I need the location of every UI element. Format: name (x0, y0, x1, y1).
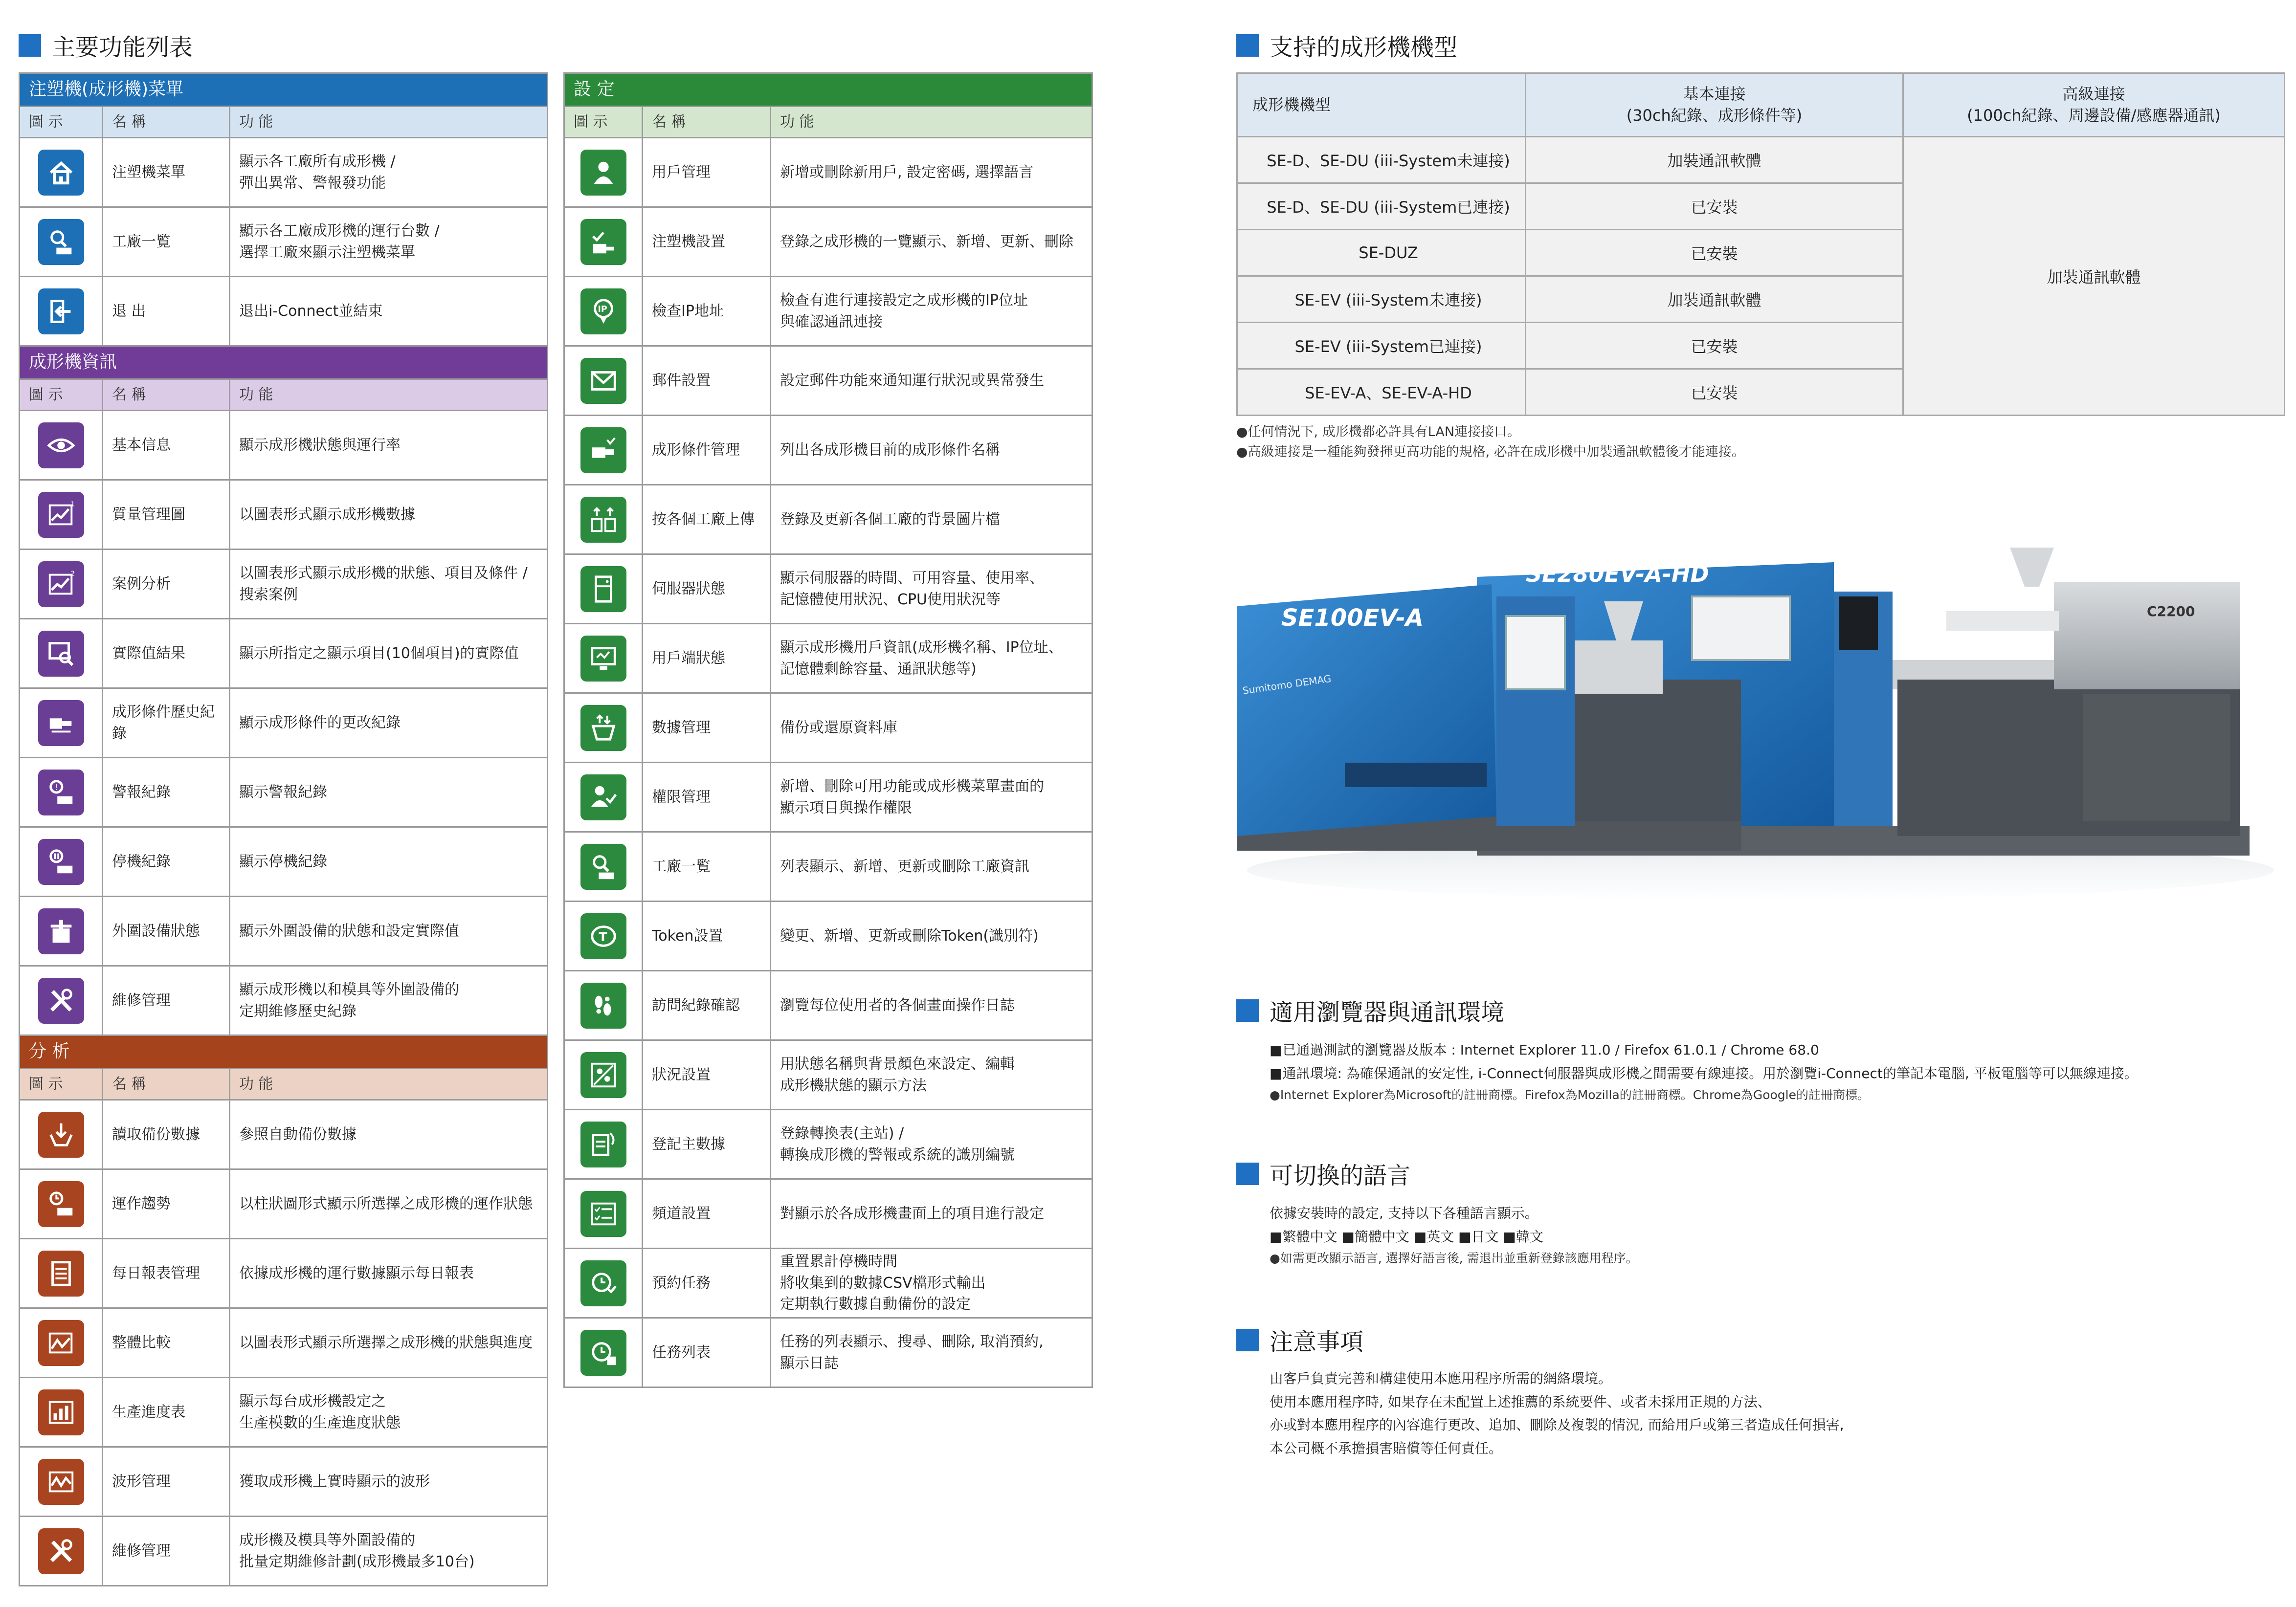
condition-icon (580, 427, 626, 473)
function-name: 工廠一覧 (103, 207, 230, 277)
function-name: 用戶管理 (643, 138, 771, 207)
factory-list-icon (580, 844, 626, 890)
column-header-row (564, 107, 1092, 138)
main-functions-title: 主要功能列表 (19, 28, 193, 62)
function-icon-cell (20, 1517, 103, 1586)
function-description (230, 1100, 548, 1169)
function-description (230, 1517, 548, 1586)
ip-icon (580, 288, 626, 334)
task-list-icon (580, 1330, 626, 1376)
function-icon-cell (20, 827, 103, 897)
function-row (20, 758, 548, 827)
progress-chart-icon (38, 1389, 84, 1435)
column-header-func: 功 能 (230, 379, 548, 411)
function-name: 郵件設置 (643, 346, 771, 416)
function-description (230, 207, 548, 277)
function-description (771, 416, 1092, 485)
function-row (20, 688, 548, 758)
svg-text:2: 2 (70, 570, 75, 578)
operation-trend-icon (38, 1181, 84, 1227)
function-row (564, 832, 1092, 902)
function-name: 案例分析 (103, 550, 230, 619)
function-description-line: 列表顯示、新增、更新或刪除工廠資訊 (780, 858, 1029, 875)
function-icon-cell (20, 688, 103, 758)
function-row (564, 971, 1092, 1040)
function-description-line: 顯示各工廠所有成形機 / (239, 153, 396, 170)
function-icon-cell (564, 971, 643, 1040)
function-description-line: 批量定期維修計劃(成形機最多10台) (239, 1553, 475, 1570)
front-machine-label: SE100EV-A (1281, 604, 1424, 632)
function-name: 按各個工廠上傳 (643, 485, 771, 554)
machine-setting-icon (580, 219, 626, 265)
column-header-func: 功 能 (771, 107, 1092, 138)
function-description (230, 758, 548, 827)
function-row (564, 1179, 1092, 1249)
title-square-icon (1236, 999, 1259, 1022)
title-square-icon (1236, 1163, 1259, 1185)
function-description (771, 346, 1092, 416)
function-name: 波形管理 (103, 1447, 230, 1517)
function-row (564, 346, 1092, 416)
function-icon-cell (564, 1318, 643, 1387)
advanced-merged-cell: 加裝通訊軟體 (1903, 137, 2285, 416)
function-row (564, 207, 1092, 277)
function-description (771, 1179, 1092, 1249)
function-icon-cell (564, 277, 643, 346)
function-row (564, 1110, 1092, 1179)
function-description (771, 624, 1092, 693)
upload-icon (580, 497, 626, 543)
model-row: SE-EV-A、SE-EV-A-HD 已安裝 (1237, 369, 2285, 416)
model-row: SE-EV (iii-System未連接) 加裝通訊軟體 (1237, 276, 2285, 323)
function-name: 生產進度表 (103, 1378, 230, 1447)
function-description-line: 用狀態名稱與背景顏色來設定、編輯 (780, 1056, 1015, 1073)
function-name: 預約任務 (643, 1249, 771, 1318)
function-description (771, 832, 1092, 902)
function-row (20, 1378, 548, 1447)
function-description-line: 顯示成形機以和模具等外圍設備的 (239, 981, 459, 998)
function-description-line: 顯示外圍設備的狀態和設定實際值 (239, 922, 459, 940)
function-description-line: 獲取成形機上實時顯示的波形 (239, 1473, 430, 1490)
function-icon-cell (564, 693, 643, 763)
function-name: 成形條件管理 (643, 416, 771, 485)
browser-text: ■已通過測試的瀏覽器及版本 : Internet Explorer 11.0 / Firefox 61.0.1 / Chrome 68.0 ■通訊環境: 為確保通訊的安定性, i-Connect伺服器與成形機之間需要有線連接。用於瀏覽i-Connect的筆記本電腦, 平板電腦等可以無線連接。 ●Internet Explorer為Microsoft的註冊商標。Firefox為Mozilla的註冊商標。Chrome為Google的註冊商標。 (1270, 1042, 2138, 1102)
permission-icon (580, 774, 626, 820)
function-row (20, 1447, 548, 1517)
monitor-search-icon (38, 631, 84, 677)
function-description-line: 以圖表形式顯示成形機的狀態、項目及條件 / (239, 565, 528, 582)
caution-text: 由客戶負責完善和構建使用本應用程序所需的網絡環境。 使用本應用程序時, 如果存在未配置上述推薦的系統要件、或者未採用正規的方法、 亦或對本應用程序的內容進行更改、追加、刪除及複製的情況, 而給用戶或第三者造成任何損害, 本公司概不承擔損害賠償等任何責任。 (1270, 1370, 1844, 1456)
injection-machines-photo (1223, 533, 2289, 904)
column-header-name: 名 稱 (643, 107, 771, 138)
mail-icon (580, 358, 626, 404)
function-description-line: 彈出異常、警報發功能 (239, 174, 386, 192)
function-row (564, 554, 1092, 624)
function-description-line: 依據成形機的運行數據顯示每日報表 (239, 1264, 474, 1282)
daily-report-icon (38, 1251, 84, 1297)
data-icon (580, 705, 626, 751)
function-description (230, 1239, 548, 1308)
function-description (230, 1308, 548, 1378)
function-description-line: 任務的列表顯示、搜尋、刪除, 取消預約, (780, 1333, 1044, 1350)
function-row (20, 1517, 548, 1586)
master-data-icon (580, 1122, 626, 1167)
function-description (230, 1447, 548, 1517)
column-header-func: 功 能 (230, 107, 548, 138)
title-square-icon (1236, 34, 1259, 57)
function-name: 讀取備份數據 (103, 1100, 230, 1169)
function-description (771, 1040, 1092, 1110)
function-table-settings (563, 72, 1093, 1388)
function-name: 維修管理 (103, 1517, 230, 1586)
function-row (20, 1308, 548, 1378)
function-row (20, 1169, 548, 1239)
function-description-line: 參照自動備份數據 (239, 1125, 357, 1143)
function-row (564, 1040, 1092, 1110)
compare-icon (38, 1320, 84, 1366)
function-row (564, 624, 1092, 693)
function-name: 狀況設置 (643, 1040, 771, 1110)
function-icon-cell (20, 138, 103, 207)
function-icon-cell (20, 619, 103, 688)
function-icon-cell (564, 554, 643, 624)
models-header-row (1237, 73, 2285, 137)
function-description-line: 記憶體使用狀況、CPU使用狀況等 (780, 591, 1001, 608)
function-description-line: 將收集到的數據CSV檔形式輸出 (780, 1274, 986, 1292)
function-description-line: 登錄之成形機的一覽顯示、新增、更新、刪除 (780, 233, 1073, 250)
function-row (564, 1249, 1092, 1318)
maintenance-icon (38, 978, 84, 1024)
function-description-line: 選擇工廠來顯示注塑機菜單 (239, 243, 415, 261)
function-description (771, 693, 1092, 763)
function-name: 維修管理 (103, 966, 230, 1035)
brand-label: Sumitomo DEMAG (1242, 672, 1332, 697)
function-description-line: 轉換成形機的警報或系統的識別編號 (780, 1146, 1015, 1164)
chart-2-icon (38, 561, 84, 607)
function-row (20, 897, 548, 966)
model-row: SE-D、SE-DU (iii-System未連接) 加裝通訊軟體 加裝通訊軟體 (1237, 137, 2285, 183)
function-description (771, 207, 1092, 277)
stop-record-icon (38, 839, 84, 885)
models-header-model: 成形機機型 (1237, 73, 1526, 137)
browser-title: 適用瀏覽器與通訊環境 (1236, 993, 1504, 1027)
function-description (230, 277, 548, 346)
model-row: SE-D、SE-DU (iii-System已連接) 已安裝 (1237, 183, 2285, 230)
function-description (230, 619, 548, 688)
function-description-line: 設定郵件功能來通知運行狀況或異常發生 (780, 372, 1044, 389)
function-description (230, 550, 548, 619)
function-name: 退 出 (103, 277, 230, 346)
function-description-line: 新增或刪除新用戶, 設定密碼, 選擇語言 (780, 163, 1034, 181)
column-header-icon: 圖 示 (20, 379, 103, 411)
function-name: 注塑機設置 (643, 207, 771, 277)
function-description-line: 登錄轉換表(主站) / (780, 1125, 904, 1142)
function-name: 檢查IP地址 (643, 277, 771, 346)
model-row: SE-EV (iii-System已連接) 已安裝 (1237, 323, 2285, 369)
function-row (564, 138, 1092, 207)
function-description-line: 定期維修歷史紀錄 (239, 1002, 357, 1020)
function-row (20, 277, 548, 346)
function-description-line: 顯示每台成形機設定之 (239, 1393, 386, 1410)
function-description-line: 以圖表形式顯示所選擇之成形機的狀態與進度 (239, 1334, 533, 1351)
function-description (230, 411, 548, 480)
status-setting-icon (580, 1052, 626, 1098)
function-icon-cell (20, 1378, 103, 1447)
function-icon-cell (564, 763, 643, 832)
function-name: 權限管理 (643, 763, 771, 832)
section-title: 成形機資訊 (20, 346, 548, 379)
function-description (230, 1169, 548, 1239)
function-name: 數據管理 (643, 693, 771, 763)
channel-icon (580, 1191, 626, 1237)
function-description (771, 554, 1092, 624)
function-name: 警報紀錄 (103, 758, 230, 827)
chart-1-icon (38, 492, 84, 538)
function-icon-cell (20, 1308, 103, 1378)
function-description-line: 以圖表形式顯示成形機數據 (239, 506, 415, 523)
exit-icon (38, 288, 84, 334)
function-description (771, 1110, 1092, 1179)
function-icon-cell (564, 1249, 643, 1318)
column-header-icon: 圖 示 (20, 107, 103, 138)
function-icon-cell (564, 624, 643, 693)
section-bar (20, 1035, 548, 1069)
function-description (230, 138, 548, 207)
function-description-line: 備份或還原資料庫 (780, 719, 897, 736)
function-name: 整體比較 (103, 1308, 230, 1378)
title-square-icon (1236, 1329, 1259, 1351)
function-name: 基本信息 (103, 411, 230, 480)
function-name: 質量管理圖 (103, 480, 230, 550)
model-row: SE-DUZ 已安裝 (1237, 230, 2285, 276)
section-bar (564, 73, 1092, 107)
schedule-icon (580, 1260, 626, 1306)
function-row (564, 485, 1092, 554)
function-icon-cell (564, 138, 643, 207)
section-bar (20, 73, 548, 107)
function-description (771, 485, 1092, 554)
maintenance-icon (38, 1528, 84, 1574)
function-description (230, 480, 548, 550)
function-description-line: 顯示項目與操作權限 (780, 799, 912, 816)
token-icon (580, 913, 626, 959)
function-description-line: 顯示伺服器的時間、可用容量、使用率、 (780, 570, 1044, 587)
models-header-basic: 基本連接 (30ch紀錄、成形條件等) (1526, 73, 1903, 137)
function-description-line: 顯示警報紀錄 (239, 783, 327, 801)
column-header-icon: 圖 示 (564, 107, 643, 138)
function-description-line: 重置累計停機時間 (780, 1253, 897, 1271)
function-row (564, 1318, 1092, 1387)
function-icon-cell (20, 550, 103, 619)
home-icon (38, 150, 84, 196)
title-square-icon (19, 34, 41, 57)
section-title: 注塑機(成形機)菜單 (20, 73, 548, 107)
svg-text:T: T (598, 929, 607, 944)
condition-history-icon (38, 700, 84, 746)
function-name: 實際值結果 (103, 619, 230, 688)
function-row (20, 480, 548, 550)
function-icon-cell (564, 485, 643, 554)
models-notes: ●任何情況下, 成形機都必許具有LAN連接接口。 ●高級連接是一種能夠發揮更高功能的規格, 必許在成形機中加裝通訊軟體後才能連接。 (1236, 424, 1745, 460)
function-description (771, 138, 1092, 207)
function-description-line: 列出各成形機目前的成形條件名稱 (780, 441, 1000, 459)
function-description-line: 成形機狀態的顯示方法 (780, 1077, 927, 1094)
function-description-line: 對顯示於各成形機畫面上的項目進行設定 (780, 1205, 1044, 1222)
section-bar (20, 346, 548, 379)
function-row (564, 277, 1092, 346)
function-icon-cell (564, 1179, 643, 1249)
column-header-func: 功 能 (230, 1069, 548, 1100)
function-description-line: 退出i-Connect並結束 (239, 302, 383, 320)
function-name: 每日報表管理 (103, 1239, 230, 1308)
unit-label: C2200 (2147, 603, 2195, 619)
function-description-line: 顯示日誌 (780, 1354, 839, 1372)
function-description-line: 以柱狀圖形式顯示所選擇之成形機的運作狀態 (239, 1195, 533, 1212)
svg-text:1: 1 (70, 500, 75, 508)
function-description-line: 顯示成形機用戶資訊(成形機名稱、IP位址、 (780, 639, 1063, 656)
function-description-line: 定期執行數據自動備份的設定 (780, 1296, 971, 1313)
function-description (230, 688, 548, 758)
function-row (20, 138, 548, 207)
function-name: 頻道設置 (643, 1179, 771, 1249)
function-name: 運作趨勢 (103, 1169, 230, 1239)
function-icon-cell (20, 966, 103, 1035)
function-icon-cell (564, 346, 643, 416)
function-icon-cell (20, 1447, 103, 1517)
function-icon-cell (20, 1100, 103, 1169)
function-icon-cell (564, 207, 643, 277)
eye-icon (38, 422, 84, 468)
function-description-line: 瀏覽每位使用者的各個畫面操作日誌 (780, 996, 1015, 1014)
function-description-line: 記憶體剩餘容量、通訊狀態等) (780, 660, 977, 678)
function-icon-cell (564, 902, 643, 971)
function-name: 成形條件歷史紀錄 (103, 688, 230, 758)
function-description-line: 顯示成形機狀態與運行率 (239, 436, 401, 454)
factory-search-icon (38, 219, 84, 265)
function-icon-cell (20, 897, 103, 966)
function-description-line: 顯示所指定之顯示項目(10個項目)的實際值 (239, 644, 519, 662)
language-title: 可切換的語言 (1236, 1157, 1410, 1190)
function-row (564, 902, 1092, 971)
footprint-icon (580, 983, 626, 1029)
user-icon (580, 150, 626, 196)
column-header-row (20, 379, 548, 411)
svg-text:!: ! (54, 782, 58, 792)
function-row (20, 1239, 548, 1308)
function-icon-cell (20, 411, 103, 480)
models-table (1236, 72, 2285, 416)
server-icon (580, 566, 626, 612)
function-description-line: 檢查有進行連接設定之成形機的IP位址 (780, 292, 1028, 309)
function-table-left (19, 72, 548, 1586)
function-description-line: 顯示成形條件的更改紀錄 (239, 714, 401, 731)
section-title: 設 定 (564, 73, 1092, 107)
alarm-record-icon (38, 770, 84, 815)
svg-text:IP: IP (597, 304, 607, 314)
client-icon (580, 636, 626, 682)
function-icon-cell (20, 207, 103, 277)
function-description-line: 與確認通訊連接 (780, 313, 883, 330)
function-description-line: 顯示停機紀錄 (239, 853, 327, 870)
function-row (564, 693, 1092, 763)
peripheral-icon (38, 908, 84, 954)
function-row (564, 763, 1092, 832)
function-name: 任務列表 (643, 1318, 771, 1387)
function-name: 外圍設備狀態 (103, 897, 230, 966)
function-icon-cell (564, 832, 643, 902)
function-description (230, 897, 548, 966)
function-description (771, 971, 1092, 1040)
models-title: 支持的成形機機型 (1236, 28, 1457, 62)
function-row (564, 416, 1092, 485)
backup-read-icon (38, 1112, 84, 1158)
column-header-name: 名 稱 (103, 379, 230, 411)
function-description-line: 登錄及更新各個工廠的背景圖片檔 (780, 510, 1000, 528)
function-description (230, 827, 548, 897)
function-name: 伺服器狀態 (643, 554, 771, 624)
function-row (20, 966, 548, 1035)
function-row (20, 619, 548, 688)
function-name: 工廠一覧 (643, 832, 771, 902)
function-icon-cell (20, 480, 103, 550)
function-icon-cell (564, 416, 643, 485)
column-header-name: 名 稱 (103, 107, 230, 138)
function-description (771, 1249, 1092, 1318)
function-description-line: 顯示各工廠成形機的運行台數 / (239, 222, 440, 240)
function-description-line: 變更、新增、更新或刪除Token(識別符) (780, 927, 1039, 945)
function-name: 訪問紀錄確認 (643, 971, 771, 1040)
language-text: 依據安裝時的設定, 支持以下各種語言顯示。 ■繁體中文 ■簡體中文 ■英文 ■日文 ■韓文 ●如需更改顯示語言, 選擇好語言後, 需退出並重新登錄該應用程序。 (1270, 1205, 1638, 1266)
function-icon-cell (20, 1239, 103, 1308)
back-machine-label: SE280EV-A-HD (1526, 561, 1709, 587)
function-icon-cell (564, 1110, 643, 1179)
function-row (20, 550, 548, 619)
function-description-line: 搜索案例 (239, 586, 298, 603)
function-icon-cell (20, 277, 103, 346)
function-description (771, 1318, 1092, 1387)
function-description (771, 277, 1092, 346)
function-name: 登記主數據 (643, 1110, 771, 1179)
function-icon-cell (564, 1040, 643, 1110)
function-description (230, 1378, 548, 1447)
function-icon-cell (20, 758, 103, 827)
function-description (771, 902, 1092, 971)
waveform-icon (38, 1459, 84, 1505)
column-header-row (20, 1069, 548, 1100)
function-description-line: 生產模數的生產進度狀態 (239, 1414, 401, 1431)
function-name: 注塑機菜單 (103, 138, 230, 207)
function-row (20, 827, 548, 897)
function-icon-cell (20, 1169, 103, 1239)
function-description-line: 成形機及模具等外圍設備的 (239, 1532, 415, 1549)
column-header-icon: 圖 示 (20, 1069, 103, 1100)
function-name: Token設置 (643, 902, 771, 971)
function-name: 用戶端狀態 (643, 624, 771, 693)
caution-title: 注意事項 (1236, 1323, 1363, 1357)
function-row (20, 1100, 548, 1169)
function-description-line: 新增、刪除可用功能或成形機菜單畫面的 (780, 778, 1044, 795)
function-row (20, 411, 548, 480)
function-description (771, 763, 1092, 832)
function-name: 停機紀錄 (103, 827, 230, 897)
column-header-name: 名 稱 (103, 1069, 230, 1100)
section-title: 分 析 (20, 1035, 548, 1069)
function-description (230, 966, 548, 1035)
column-header-row (20, 107, 548, 138)
function-row (20, 207, 548, 277)
models-header-advanced: 高級連接 (100ch紀錄、周邊設備/感應器通訊) (1903, 73, 2285, 137)
